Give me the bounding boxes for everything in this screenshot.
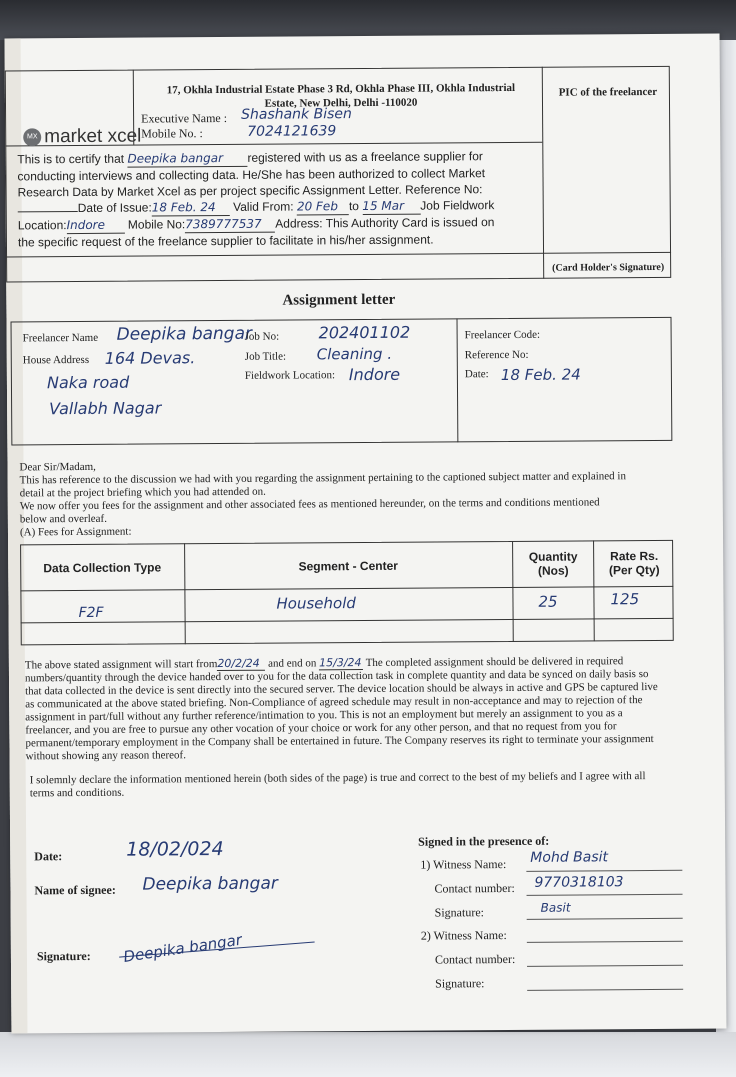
end-date: 15/3/24 <box>319 656 362 670</box>
terms-text: that data collected in the device is sent directly into the secured server. The device location should be always in active and GPS be captured live <box>25 680 658 698</box>
job-title-label: Job Title: <box>244 350 287 363</box>
letter-line: We now offer you fees for the assignment and other associated fees as mentioned hereunder, on the terms and conditions mentioned <box>19 496 600 513</box>
table-cell: Household <box>276 594 356 613</box>
house-address-label: House Address <box>22 353 90 367</box>
freelancer-code-label: Freelancer Code: <box>464 328 541 342</box>
certificate-text <box>17 148 538 251</box>
card-holder-signature-label: (Card Holder's Signature) <box>552 261 665 274</box>
cert-text: Location: <box>17 218 67 233</box>
valid-from: 20 Feb <box>297 198 349 215</box>
letter-body <box>19 457 675 540</box>
letter-line: below and overleaf. <box>19 512 107 526</box>
document-page <box>5 34 727 1034</box>
cert-text: Mobile No: <box>127 217 186 232</box>
signoff-date-label: Date: <box>34 849 63 864</box>
mobile-label: Mobile No. : <box>141 126 203 141</box>
executive-name-value: Shashank Bisen <box>241 106 352 123</box>
table-header: Quantity (Nos) <box>528 549 578 578</box>
witness1-name-label: 1) Witness Name: <box>420 857 507 872</box>
job-no-value: 202401102 <box>318 322 411 343</box>
terms-text: The above stated assignment will start from <box>24 658 218 672</box>
address-line: 17, Okhla Industrial Estate Phase 3 Rd, Okhla Phase III, Okhla Industrial <box>166 81 516 97</box>
fieldwork-location-value: Indore <box>348 364 401 385</box>
freelancer-name-value: Deepika bangar <box>116 323 253 345</box>
field-line <box>527 941 683 943</box>
witness2-signature-label: Signature: <box>435 976 485 991</box>
signee-signature-label: Signature: <box>36 948 91 964</box>
cert-text: to <box>348 199 359 214</box>
declaration-text: I solemnly declare the information mentioned herein (both sides of the page) is true and correct to the best of my beliefs and I agree with all <box>29 770 646 787</box>
date-label: Date: <box>464 368 489 381</box>
desk-background-bottom <box>0 1032 736 1077</box>
date-of-issue: 18 Feb. 24 <box>152 199 230 217</box>
job-no-label: Job No: <box>244 330 280 343</box>
witness1-signature-label: Signature: <box>434 905 485 920</box>
field-line <box>527 965 683 967</box>
fieldwork-location-label: Fieldwork Location: <box>244 369 336 382</box>
location-value: Indore <box>66 217 124 234</box>
field-line <box>526 870 682 872</box>
signee-name-label: Name of signee: <box>34 882 116 898</box>
terms-text: freelancer, and you are free to pursue any other vocation of your choice or work for any other person, and that no request from you for <box>25 720 617 737</box>
declaration <box>30 770 680 801</box>
presence-label: Signed in the presence of: <box>418 833 550 849</box>
freelancer-name-label: Freelancer Name <box>22 331 99 345</box>
table-cell: F2F <box>78 604 104 622</box>
cert-text: the specific request of the freelance supplier to facilitate in his/her assignment. <box>17 232 434 250</box>
witness2-contact-label: Contact number: <box>434 951 516 967</box>
reference-no-label: Reference No: <box>464 348 529 362</box>
date-value: 18 Feb. 24 <box>500 365 581 385</box>
signee-signature: Deepika bangar <box>122 930 244 966</box>
terms-text: and end on <box>268 657 317 670</box>
cert-text: registered with us as a freelance supplier for <box>247 149 483 165</box>
witness1-signature: Basit <box>540 900 571 915</box>
terms-text: without showing any reason thereof. <box>25 749 186 763</box>
cert-text: Address: This Authority Card is issued on <box>275 215 495 231</box>
field-line <box>527 989 683 991</box>
declaration-text: terms and conditions. <box>29 786 125 800</box>
valid-to: 15 Mar <box>362 198 420 215</box>
table-header: Data Collection Type <box>43 560 162 576</box>
terms-paragraph <box>25 654 676 764</box>
pic-label: PIC of the freelancer <box>558 85 658 99</box>
address-line-3: Vallabh Nagar <box>49 398 162 419</box>
cert-text: Valid From: <box>233 199 294 214</box>
mobile-value: 7024121639 <box>247 123 337 140</box>
start-date: 20/2/24 <box>217 657 265 671</box>
field-line <box>527 894 683 896</box>
terms-text: assignment in part/full without any further reference/intimation to you. This is not an employment but merely an assignment to you as a <box>25 707 623 724</box>
company-logo: market xcel <box>44 125 142 148</box>
address-line-2: Naka road <box>46 372 130 393</box>
witness1-name: Mohd Basit <box>530 849 609 866</box>
field-line <box>527 918 683 920</box>
salutation: Dear Sir/Madam, <box>19 460 96 474</box>
table-header: Rate Rs. (Per Qty) <box>608 548 660 578</box>
terms-text: numbers/quantity through the device handed over to you for the data collection task in complete quantity and data be synced on daily basis so <box>24 668 649 685</box>
signoff-date-value: 18/02/024 <box>126 837 224 861</box>
cert-mobile: 7389777537 <box>185 216 275 234</box>
executive-name-label: Executive Name : <box>141 110 228 126</box>
letter-line: detail at the project briefing which you had attended on. <box>19 485 266 500</box>
letter-line: This has reference to the discussion we had with you regarding the assignment pertaining to the captioned subject matter and explained in <box>19 470 627 487</box>
assignment-title: Assignment letter <box>282 291 396 309</box>
fees-label: (A) Fees for Assignment: <box>19 525 132 539</box>
table-header: Segment - Center <box>298 558 398 574</box>
cert-text: This is to certify that <box>17 151 125 167</box>
table-cell: 25 <box>538 592 558 611</box>
address-line: Estate, New Delhi, Delhi -110020 <box>264 96 418 110</box>
witness1-contact: 9770318103 <box>534 874 624 891</box>
cert-text: Research Data by Market Xcel as per project specific Assignment Letter. Reference No: <box>17 182 483 200</box>
cert-text: conducting interviews and collecting data. He/She has been authorized to collect Market <box>17 166 486 184</box>
signee-name-value: Deepika bangar <box>142 873 278 895</box>
witness1-contact-label: Contact number: <box>434 880 515 896</box>
logo-mark: MX <box>23 128 41 146</box>
job-title-value: Cleaning . <box>316 344 393 364</box>
address-line-1: 164 Devas. <box>104 348 196 368</box>
witness2-name-label: 2) Witness Name: <box>420 928 507 943</box>
cert-name: Deepika bangar <box>127 150 247 168</box>
cert-text: Date of Issue: <box>77 200 152 216</box>
terms-text: permanent/temporary employment in the Company shall be entertained in future. The Company reserves its right to terminate your assignment <box>25 732 654 750</box>
cert-text: Job Fieldwork <box>420 198 495 213</box>
terms-text: as communicated at the above stated briefing. Non-Compliance of agreed schedule may result in non-acceptance and may to rejection of the <box>25 694 643 711</box>
table-cell: 125 <box>610 590 640 609</box>
terms-text: The completed assignment should be delivered in required <box>365 655 624 670</box>
